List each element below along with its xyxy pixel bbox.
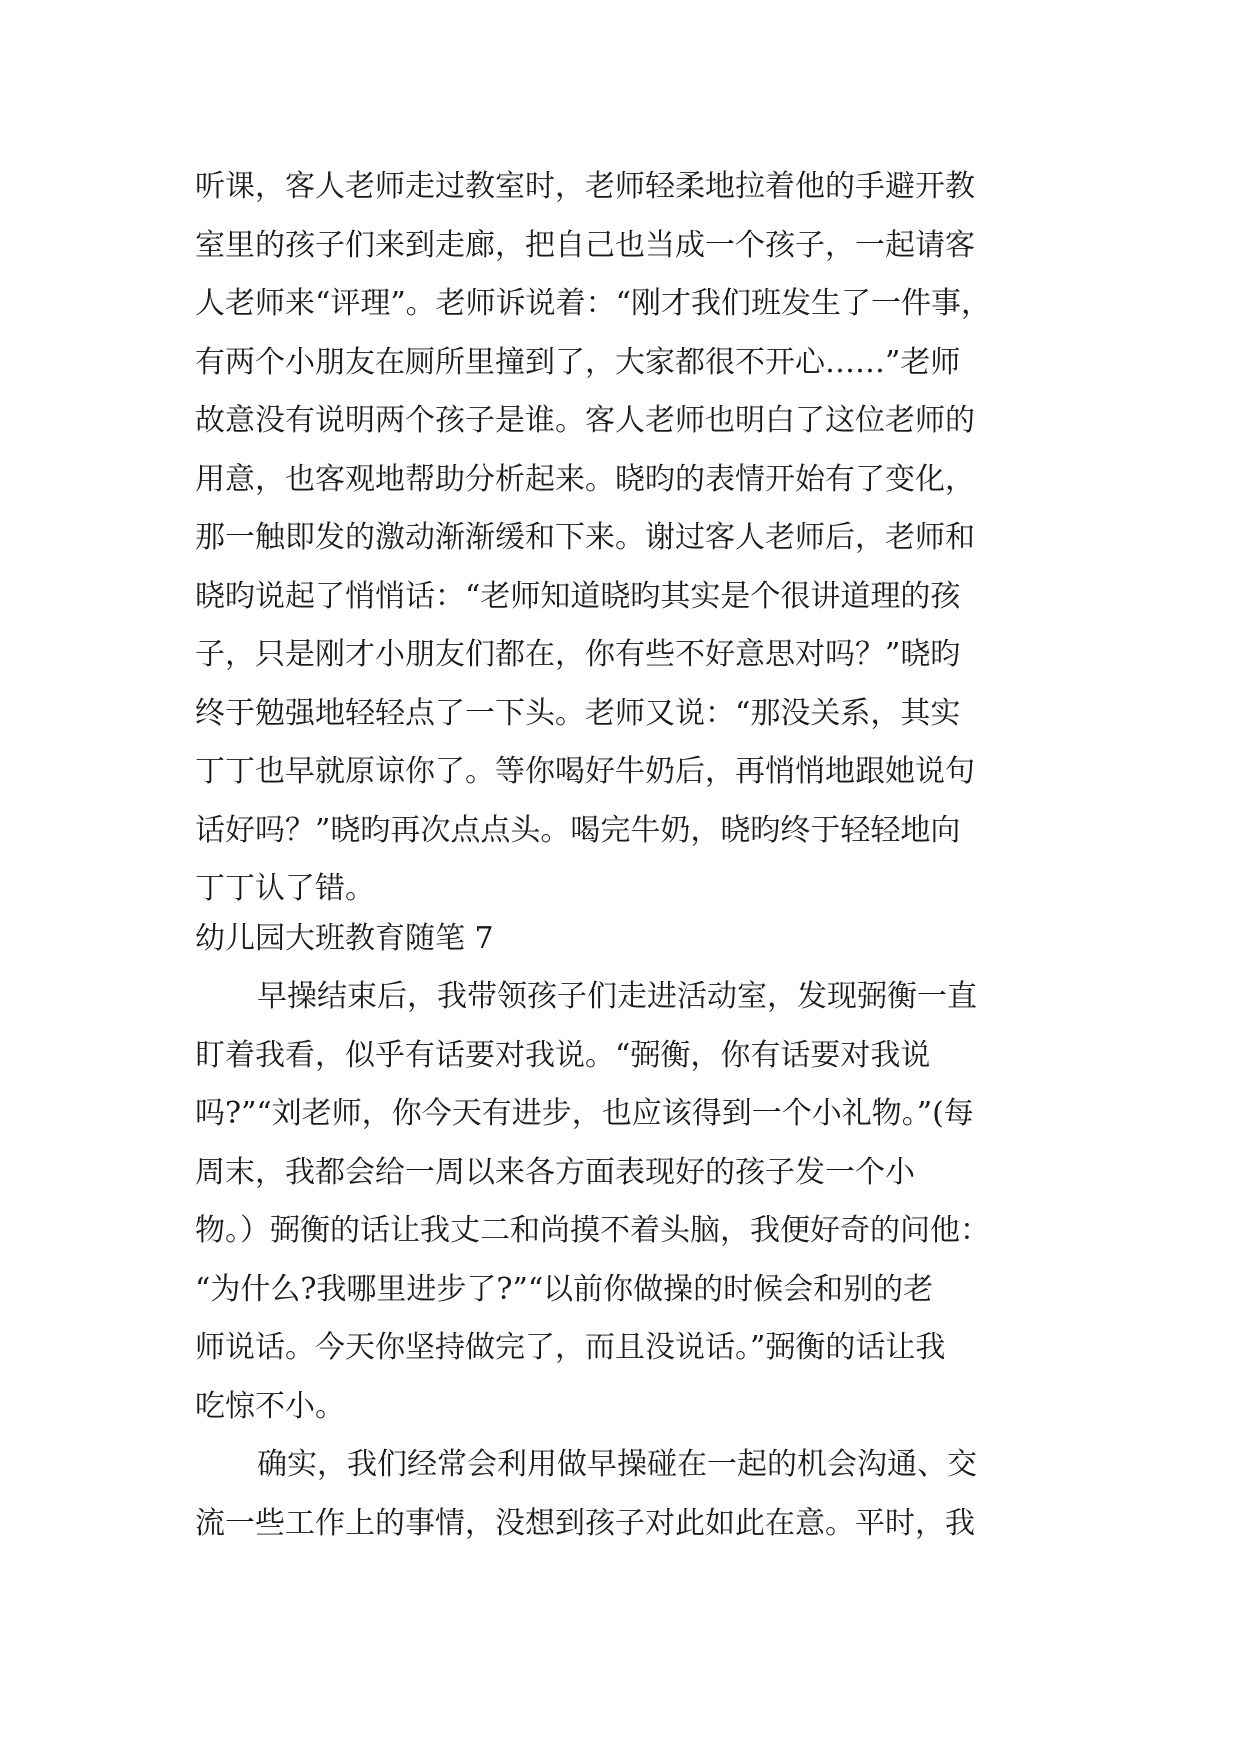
paragraph-line: 师说话。今天你坚持做完了，而且没说话。”弼衡的话让我 <box>195 1330 946 1365</box>
paragraph-line: 有两个小朋友在厕所里撞到了，大家都很不开心……”老师 <box>195 344 961 380</box>
paragraph-1 <box>195 158 1055 919</box>
paragraph-line: 那一触即发的激动渐渐缓和下来。谢过客人老师后，老师和 <box>195 520 975 555</box>
paragraph-line: 话好吗？”晓昀再次点点头。喝完牛奶，晓昀终于轻轻地向 <box>195 812 961 848</box>
section-heading <box>195 910 1055 969</box>
paragraph-line: 丁丁也早就原谅你了。等你喝好牛奶后，再悄悄地跟她说句 <box>195 754 975 789</box>
paragraph-line: 盯着我看，似乎有话要对我说。“弼衡，你有话要对我说 <box>195 1037 931 1073</box>
paragraph-2 <box>195 968 1055 1436</box>
paragraph-line: 吃惊不小。 <box>195 1388 345 1424</box>
paragraph-line: 早操结束后，我带领孩子们走进活动室，发现弼衡一直 <box>257 979 977 1014</box>
heading-text: 幼儿园大班教育随笔 7 <box>195 921 494 956</box>
paragraph-line: “为什么?我哪里进步了?”“以前你做操的时候会和别的老 <box>195 1271 934 1307</box>
paragraph-line: 丁丁认了错。 <box>195 871 375 906</box>
paragraph-line: 故意没有说明两个孩子是谁。客人老师也明白了这位老师的 <box>195 403 975 438</box>
paragraph-line: 周末，我都会给一周以来各方面表现好的孩子发一个小 <box>195 1154 915 1190</box>
paragraph-line: 吗?”“刘老师，你今天有进步，也应该得到一个小礼物。”(每 <box>195 1096 974 1131</box>
paragraph-line: 人老师来“评理”。老师诉说着：“刚才我们班发生了一件事， <box>195 286 992 321</box>
paragraph-line: 流一些工作上的事情，没想到孩子对此如此在意。平时，我 <box>195 1505 975 1541</box>
paragraph-line: 确实，我们经常会利用做早操碰在一起的机会沟通、交 <box>257 1447 977 1482</box>
paragraph-line: 子，只是刚才小朋友们都在，你有些不好意思对吗？”晓昀 <box>195 637 961 672</box>
paragraph-line: 用意，也客观地帮助分析起来。晓昀的表情开始有了变化， <box>195 461 975 497</box>
paragraph-line: 晓昀说起了悄悄话：“老师知道晓昀其实是个很讲道理的孩 <box>195 578 961 614</box>
paragraph-line: 终于勉强地轻轻点了一下头。老师又说：“那没关系，其实 <box>195 695 961 731</box>
paragraph-line: 听课，客人老师走过教室时，老师轻柔地拉着他的手避开教 <box>195 169 975 204</box>
paragraph-3 <box>195 1436 1055 1553</box>
paragraph-line: 室里的孩子们来到走廊，把自己也当成一个孩子，一起请客 <box>195 227 975 263</box>
paragraph-line: 物。）弼衡的话让我丈二和尚摸不着头脑，我便好奇的问他： <box>195 1213 990 1248</box>
